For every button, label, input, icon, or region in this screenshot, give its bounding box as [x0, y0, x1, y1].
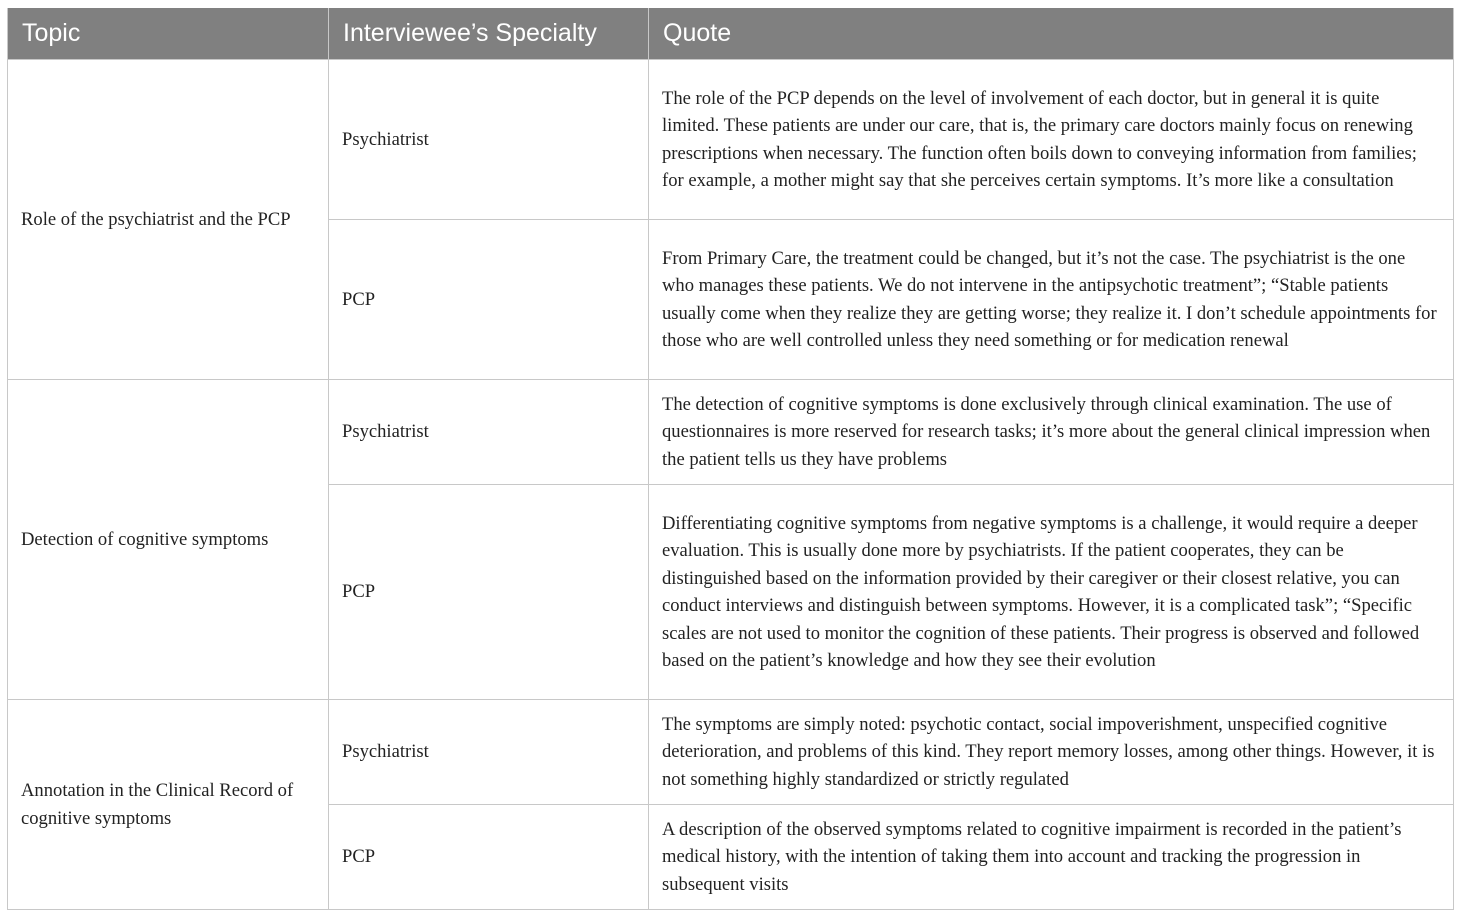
topic-cell: Detection of cognitive symptoms — [8, 380, 329, 700]
specialty-cell: Psychiatrist — [329, 700, 649, 805]
quote-cell: Differentiating cognitive symptoms from negative symptoms is a challenge, it would require a deeper evaluation. This is usually done more by psychiatrists. If the patient cooperates, they can be distinguished based on the information provided by their caregiver or their closest relative, you can conduct interviews and distinguish between symptoms. However, it is a complicated task”; “Specific scales are not used to monitor the cognition of these patients. Their progress is observed and followed based on the patient’s knowledge and how they see their evolution — [649, 485, 1454, 700]
quote-cell: The detection of cognitive symptoms is done exclusively through clinical examination. The use of questionnaires is more reserved for research tasks; it’s more about the general clinical impression when the patient tells us they have problems — [649, 380, 1454, 485]
table-header — [8, 8, 1454, 60]
header-topic: Topic — [8, 8, 329, 60]
table-row — [8, 60, 1454, 220]
table-body — [8, 60, 1454, 910]
specialty-cell: PCP — [329, 485, 649, 700]
quote-cell: The symptoms are simply noted: psychotic contact, social impoverishment, unspecified cognitive deterioration, and problems of this kind. They report memory losses, among other things. However, it is not something highly standardized or strictly regulated — [649, 700, 1454, 805]
header-specialty: Interviewee’s Specialty — [329, 8, 649, 60]
table-row — [8, 380, 1454, 485]
quote-cell: A description of the observed symptoms related to cognitive impairment is recorded in the patient’s medical history, with the intention of taking them into account and tracking the progression in subsequent visits — [649, 805, 1454, 910]
specialty-cell: PCP — [329, 805, 649, 910]
quotes-table — [7, 8, 1454, 910]
topic-cell: Annotation in the Clinical Record of cognitive symptoms — [8, 700, 329, 910]
quote-cell: From Primary Care, the treatment could be changed, but it’s not the case. The psychiatrist is the one who manages these patients. We do not intervene in the antipsychotic treatment”; “Stable patients usually come when they realize they are getting worse; they realize it. I don’t schedule appointments for those who are well controlled unless they need something or for medication renewal — [649, 220, 1454, 380]
table-row — [8, 700, 1454, 805]
quote-cell: The role of the PCP depends on the level of involvement of each doctor, but in general it is quite limited. These patients are under our care, that is, the primary care doctors mainly focus on renewing prescriptions when necessary. The function often boils down to conveying information from families; for example, a mother might say that she perceives certain symptoms. It’s more like a consultation — [649, 60, 1454, 220]
specialty-cell: PCP — [329, 220, 649, 380]
header-row — [8, 8, 1454, 60]
topic-cell: Role of the psychiatrist and the PCP — [8, 60, 329, 380]
header-quote: Quote — [649, 8, 1454, 60]
specialty-cell: Psychiatrist — [329, 60, 649, 220]
specialty-cell: Psychiatrist — [329, 380, 649, 485]
